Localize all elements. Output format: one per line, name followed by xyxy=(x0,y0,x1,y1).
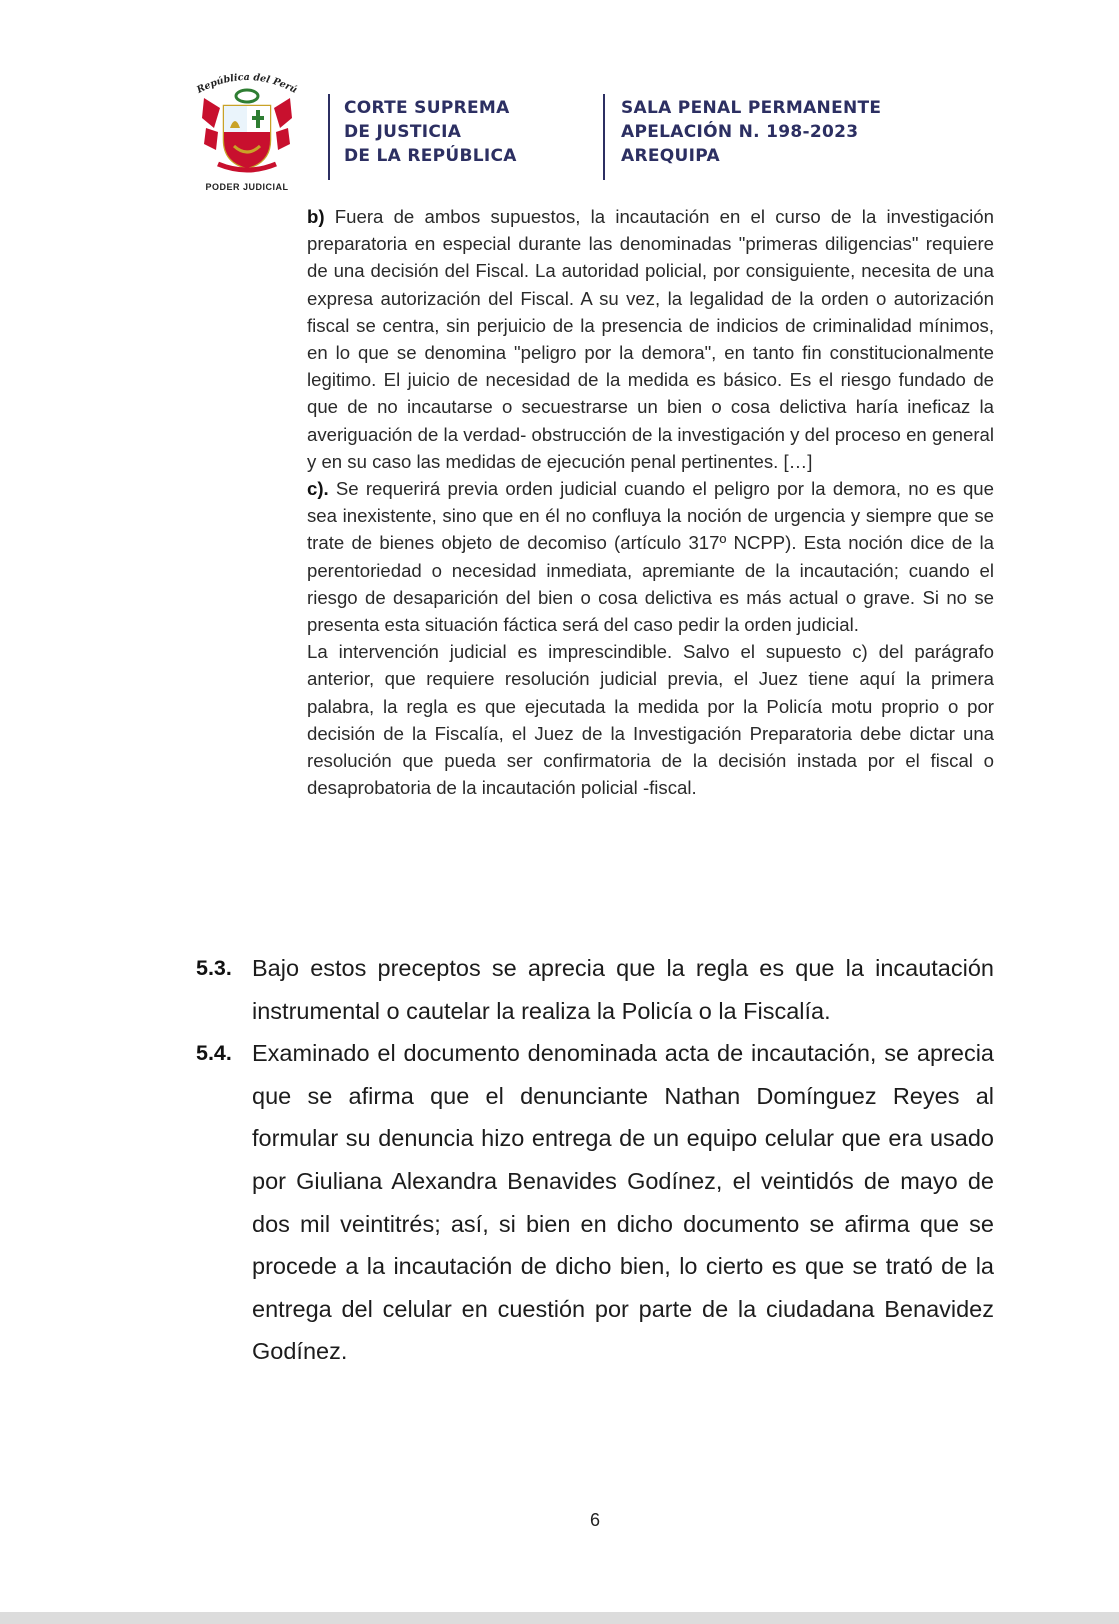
section-5-4 xyxy=(196,1032,994,1373)
poder-judicial-logo xyxy=(188,70,306,196)
case-line: SALA PENAL PERMANENTE xyxy=(621,98,882,118)
page-number: 6 xyxy=(589,1510,600,1530)
paragraph-marker: c). xyxy=(307,478,329,500)
numbered-sections xyxy=(196,947,994,1373)
logo-caption: PODER JUDICIAL xyxy=(205,182,289,192)
paragraph-text: Se requerirá previa orden judicial cuando el peligro por la demora, no es que sea inexistente, sino que en él no confluya la noción de urgencia y siempre que se trate de bienes objeto de decomiso (artículo 317º NCPP). Esta noción dice de la perentoriedad o necesidad inmediata, apremiante de la incautación; cuando el riesgo de desaparición del bien o cosa delictiva es más actual o grave. Si no se presenta esta situación fáctica será del caso pedir la orden judicial. xyxy=(307,478,994,636)
quote-paragraph-c xyxy=(307,475,994,638)
quote-paragraph-intervention xyxy=(307,638,994,801)
case-line: APELACIÓN N. 198-2023 xyxy=(621,122,859,142)
quote-paragraph-b xyxy=(307,203,994,475)
arc-text: República del Perú xyxy=(195,71,299,96)
section-text: Bajo estos preceptos se aprecia que la regla es que la incautación instrumental o cautelar la realiza la Policía o la Fiscalía. xyxy=(252,955,994,1024)
court-line: DE LA REPÚBLICA xyxy=(344,146,517,166)
paragraph-text: Fuera de ambos supuestos, la incautación en el curso de la investigación preparatoria en especial durante las denominadas "primeras diligencias" requiere de una decisión del Fiscal. La autoridad policial, por consiguiente, necesita de una expresa autorización del Fiscal. A su vez, la legalidad de la orden o autorización fiscal se centra, sin perjuicio de la presencia de indicios de criminalidad mínimos, en lo que se denomina "peligro por la demora", en tanto fin constitucionalmente legitimo. El juicio de necesidad de la medida es básico. Es el riesgo fundado de que de no incautarse o secuestrarse un bien o cosa delictiva haría ineficaz la averiguación de la verdad- obstrucción de la investigación y del proceso en general y en su caso las medidas de ejecución penal pertinentes. […] xyxy=(307,206,994,472)
court-line: CORTE SUPREMA xyxy=(344,98,510,118)
court-line: DE JUSTICIA xyxy=(344,122,462,142)
case-line: AREQUIPA xyxy=(621,146,720,166)
paragraph-marker: b) xyxy=(307,206,325,227)
coat-of-arms-icon xyxy=(200,88,294,174)
header-divider-left xyxy=(328,94,330,180)
case-info-block xyxy=(621,96,881,168)
paragraph-text: La intervención judicial es imprescindible. Salvo el supuesto c) del parágrafo anterior, que requiere resolución judicial previa, el Juez tiene aquí la primera palabra, la regla es que ejecutada la medida por la Policía motu proprio o por decisión de la Fiscalía, el Juez de la Investigación Preparatoria debe dictar una resolución que pueda ser confirmatoria de la decisión instada por el fiscal o desaprobatoria de la incautación policial -fiscal. xyxy=(307,641,994,799)
page-edge xyxy=(0,1612,1119,1624)
court-name-block xyxy=(344,96,517,168)
section-5-3 xyxy=(196,947,994,1032)
section-number: 5.4. xyxy=(196,1041,232,1066)
header-divider-right xyxy=(603,94,605,180)
quoted-text-block xyxy=(307,203,994,801)
section-number: 5.3. xyxy=(196,956,232,980)
section-text: Examinado el documento denominada acta de incautación, se aprecia que se afirma que el denunciante Nathan Domínguez Reyes al formular su denuncia hizo entrega de un equipo celular que era usado por Giuliana Alexandra Benavides Godínez, el veintidós de mayo de dos mil veintitrés; así, si bien en dicho documento se afirma que se procede a la incautación de dicho bien, lo cierto es que se trató de la entrega del celular en cuestión por parte de la ciudadana Benavidez Godínez. xyxy=(252,1040,994,1365)
